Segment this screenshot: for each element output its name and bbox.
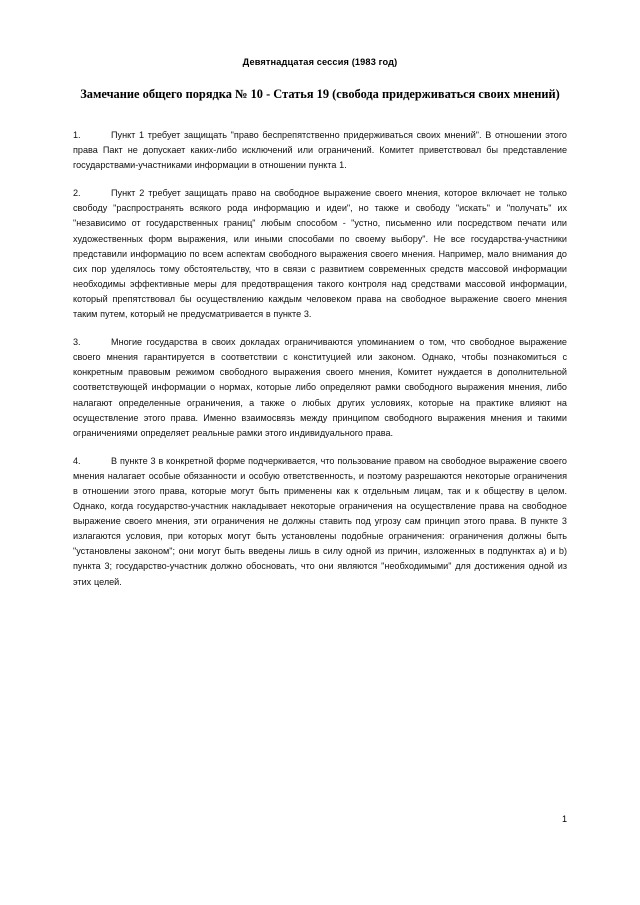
paragraph-2-number: 2.: [73, 188, 81, 199]
paragraph-1-text: Пункт 1 требует защищать "право беспрепятственно придерживаться своих мнений". В отношении этого права Пакт не допускает каких-либо исключений или ограничений. Комитет приветствовал бы представление государствами-участниками информации в отношении пункта 1.: [73, 130, 567, 171]
page-number: 1: [561, 814, 567, 824]
session-heading: Девятнадцатая сессия (1983 год): [242, 57, 398, 67]
paragraph-1: [73, 128, 567, 173]
document-body: [73, 102, 567, 590]
page-title: Замечание общего порядка № 10 - Статья 19 (свобода придерживаться своих мнений): [80, 87, 560, 101]
paragraph-4-number: 4.: [73, 455, 81, 466]
paragraph-2-text: Пункт 2 требует защищать право на свободное выражение своего мнения, которое включает не только свободу "распространять всякого рода информацию и идеи", но также и свободу "искать" и "получать" их "независимо от государственных границ" любым способом - "устно, письменно или посредством печати или художественных форм выражения, или иными способами по своему выбору". Не все государства-участники представили информацию по всем аспектам свободного выражения своего мнения. Например, мало внимания до сих пор уделялось тому обстоятельству, что в связи с развитием современных средств массовой информации необходимы эффективные меры для предотвращения такого контроля над средствами массовой информации, который препятствовал бы осуществлению каждым человеком права на свободное выражение своего мнения таким путем, который не предусматривается в пункте 3.: [73, 188, 567, 320]
paragraph-3-text: Многие государства в своих докладах ограничиваются упоминанием о том, что свободное выражение своего мнения гарантируется в соответствии с конституцией или законом. Однако, чтобы познакомиться с конкретным правовым режимом свободного выражения своего мнения, Комитет нуждается в дополнительной соответствующей информации о нормах, которые либо определяют рамки свободного выражения мнения, либо налагают определенные ограничения, а также о любых других условиях, которые на практике влияют на осуществление этого права. Именно взаимосвязь между принципом свободного выражения мнения и такими ограничениями определяет реальные рамки этого индивидуального права.: [73, 337, 567, 438]
paragraph-4: [73, 454, 567, 590]
paragraph-2: [73, 186, 567, 322]
paragraph-4-text: В пункте 3 в конкретной форме подчеркивается, что пользование правом на свободное выражение своего мнения налагает особые обязанности и особую ответственность, и поэтому разрешаются некоторые ограничения в отношении этого права, которые могут быть применены как к отдельным лицам, так и к обществу в целом. Однако, когда государство-участник накладывает некоторые ограничения на осуществление права на свободное выражение своего мнения, эти ограничения не должны ставить под угрозу сам принцип этого права. В пункте 3 излагаются условия, при которых могут быть установлены подобные ограничения: ограничения должны быть "установлены законом"; они могут быть введены лишь в силу одной из причин, изложенных в подпунктах a) и b) пункта 3; государство-участник должно обосновать, что они являются "необходимыми" для достижения одной из этих целей.: [73, 455, 567, 587]
document-content: [73, 0, 567, 824]
paragraph-3: [73, 335, 567, 441]
paragraph-1-number: 1.: [73, 130, 81, 140]
paragraph-3-number: 3.: [73, 337, 81, 348]
